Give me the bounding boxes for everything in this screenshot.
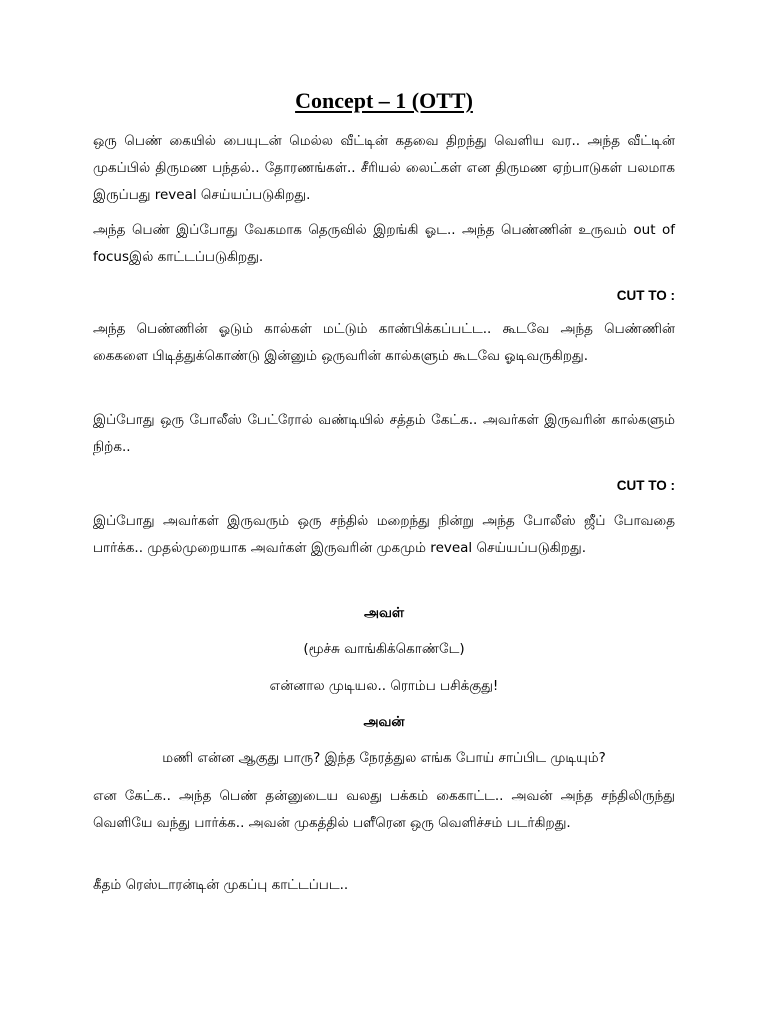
paragraph-1: ஒரு பெண் கையில் பையுடன் மெல்ல வீட்டின் கதவை திறந்து வெளிய வர.. அந்த வீட்டின் முகப்பில் திருமண பந்தல்.. தோரணங்கள்.. சீரியல் லைட்கள் என திருமண ஏற்பாடுகள் பலமாக இருப்பது reveal செய்யப்படுகிறது. xyxy=(93,133,675,203)
paragraph-7: கீதம் ரெஸ்டாரன்டின் முகப்பு காட்டப்பட.. xyxy=(93,877,349,893)
paragraph-3: அந்த பெண்ணின் ஓடும் கால்கள் மட்டும் காண்பிக்கப்பட்ட.. கூடவே அந்த பெண்ணின் கைகளை பிடித்துக்கொண்டு இன்னும் ஒருவரின் கால்களும் கூடவே ஓடிவருகிறது. xyxy=(93,321,675,364)
character-name-aval: அவள் xyxy=(363,605,405,621)
character-name-avan: அவன் xyxy=(363,714,405,730)
paragraph-2: அந்த பெண் இப்போது வேகமாக தெருவில் இறங்கி ஓட.. அந்த பெண்ணின் உருவம் out of focusஇல் காட்டப்படுகிறது. xyxy=(93,222,675,265)
paragraph-5: இப்போது அவர்கள் இருவரும் ஒரு சந்தில் மறைந்து நின்று அந்த போலீஸ் ஜீப் போவதை பார்க்க.. முதல்முறையாக அவர்கள் இருவரின் முகமும் reveal செய்யப்படுகிறது. xyxy=(93,513,675,556)
paragraph-4: இப்போது ஒரு போலீஸ் பேட்ரோல் வண்டியில் சத்தம் கேட்க.. அவர்கள் இருவரின் கால்களும் நிற்க.. xyxy=(93,412,675,455)
cut-to-transition-2: CUT TO : xyxy=(616,478,675,493)
parenthetical: (மூச்சு வாங்கிக்கொண்டே) xyxy=(303,641,465,657)
paragraph-6: என கேட்க.. அந்த பெண் தன்னுடைய வலது பக்கம் கைகாட்ட.. அவன் அந்த சந்திலிருந்து வெளியே வந்து பார்க்க.. அவன் முகத்தில் பளீரென ஒரு வெளிச்சம் படர்கிறது. xyxy=(93,788,675,831)
cut-to-transition-1: CUT TO : xyxy=(616,288,675,303)
dialogue-line-2: மணி என்ன ஆகுது பாரு? இந்த நேரத்துல எங்க போய் சாப்பிட முடியும்? xyxy=(162,750,606,766)
dialogue-line-1: என்னால முடியல.. ரொம்ப பசிக்குது! xyxy=(269,678,499,694)
page-title: Concept – 1 (OTT) xyxy=(295,88,473,113)
